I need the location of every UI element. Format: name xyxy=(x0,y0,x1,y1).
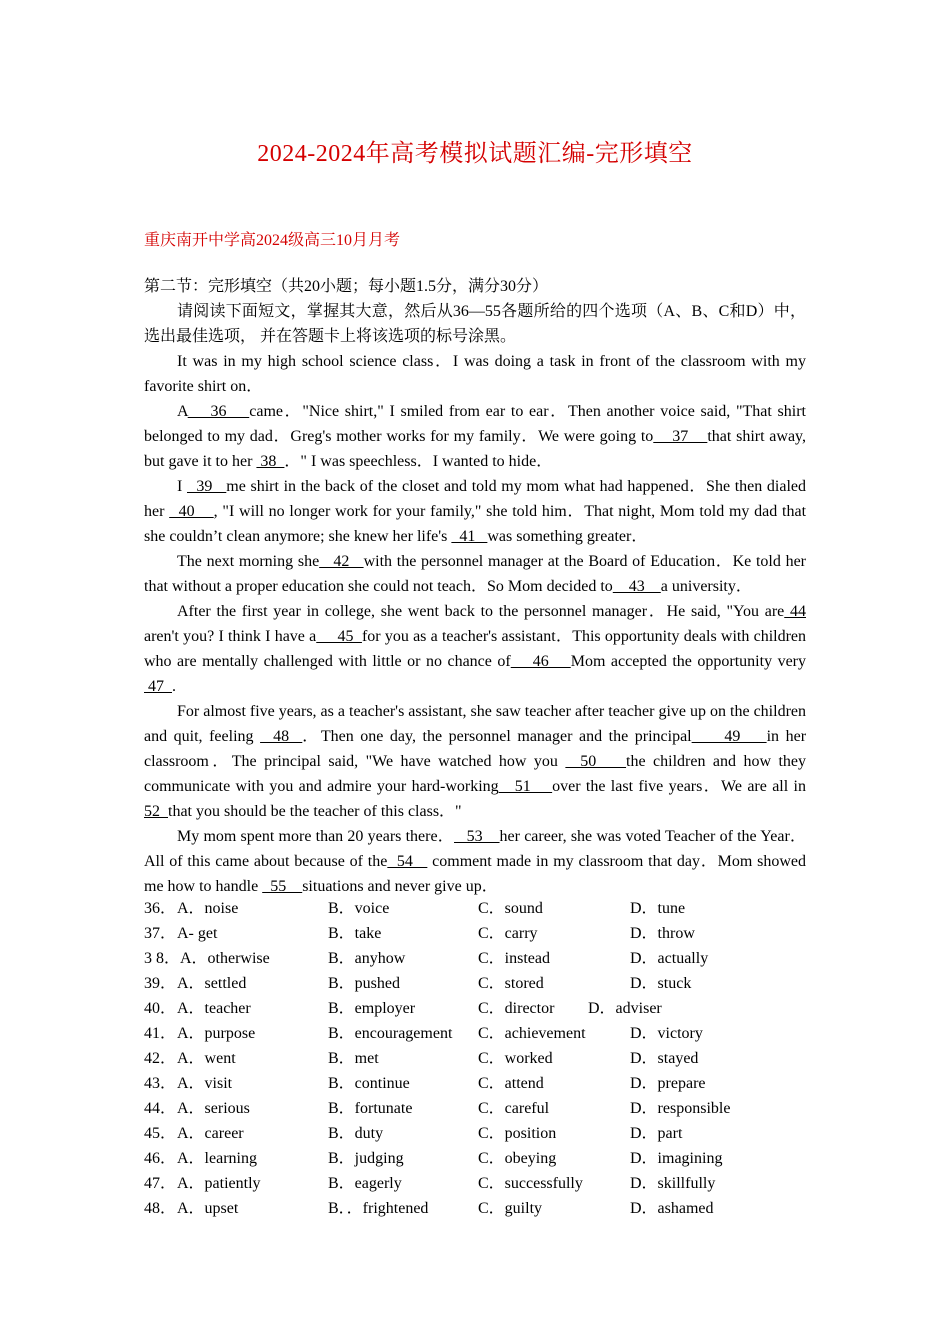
passage-paragraph-2 xyxy=(144,399,806,474)
text: the children and how they communicate with you and admire your hard-working xyxy=(144,753,806,795)
option-c: C．obeying xyxy=(478,1150,557,1167)
blank-45: 45 xyxy=(316,628,362,645)
option-b: B．fortunate xyxy=(328,1100,413,1117)
text: for you as a teacher's assistant．This opportunity deals with children who are mentally challenged with little or no chance of xyxy=(144,628,807,670)
option-a: A．settled xyxy=(177,975,247,992)
question-options-44 xyxy=(144,1096,806,1121)
question-number: 41． xyxy=(144,1025,177,1042)
text: A xyxy=(177,403,188,420)
option-b: B．pushed xyxy=(328,975,401,992)
option-c: C．worked xyxy=(478,1050,553,1067)
option-c: C．sound xyxy=(478,900,543,917)
blank-47: 47 xyxy=(144,678,172,695)
option-d: D．adviser xyxy=(588,1000,662,1017)
page-title: 2024-2024年高考模拟试题汇编-完形填空 xyxy=(257,141,693,167)
question-options-36 xyxy=(144,896,806,921)
text: The next morning she xyxy=(177,553,320,570)
text: Mom accepted the opportunity very xyxy=(570,653,807,670)
question-number: 45． xyxy=(144,1125,177,1142)
passage-paragraph-4 xyxy=(144,549,806,599)
text: ．" I was speechless．I wanted to hide． xyxy=(284,453,553,470)
text: My mom spent more than 20 years there． xyxy=(177,828,455,845)
option-a: A．went xyxy=(177,1050,236,1067)
question-number: 44． xyxy=(144,1100,177,1117)
text: with the personnel manager at the Board of Education．Ke told her that without a proper education she could not teach．So Mom decided to xyxy=(144,553,807,595)
blank-50: 50 xyxy=(565,753,627,770)
option-b: B．encouragement xyxy=(328,1025,453,1042)
text: over the last five years．We are all in xyxy=(552,778,806,795)
option-b: B．judging xyxy=(328,1150,404,1167)
text: in her classroom．The principal said, "We have watched how you xyxy=(144,728,807,770)
option-b: B．eagerly xyxy=(328,1175,402,1192)
option-b: B．met xyxy=(328,1050,379,1067)
text: , "I will no longer work for your family," she told him．That night, Mom told my dad that she couldn’t clean anymore; she knew her life's xyxy=(144,503,807,545)
option-a: A．patiently xyxy=(177,1175,261,1192)
text: comment made in my classroom that day．Mom showed me how to handle xyxy=(144,853,807,895)
blank-42: 42 xyxy=(319,553,364,570)
question-options-46 xyxy=(144,1146,806,1171)
text: For almost five years, as a teacher's assistant, she saw teacher after teacher give up on the children and quit, feeling xyxy=(144,703,806,745)
option-c: C．successfully xyxy=(478,1175,583,1192)
option-c: C．careful xyxy=(478,1100,550,1117)
question-options-39 xyxy=(144,971,806,996)
option-b: B．take xyxy=(328,925,382,942)
blank-38: 38 xyxy=(256,453,285,470)
option-b: B．voice xyxy=(328,900,390,917)
question-options-37 xyxy=(144,921,806,946)
option-a: A．serious xyxy=(177,1100,250,1117)
option-b: B．anyhow xyxy=(328,950,406,967)
instructions: 请阅读下面短文，掌握其大意，然后从36—55各题所给的四个选项（A、B、C和D）中，选出最佳选项， 并在答题卡上将该选项的标号涂黑。 xyxy=(144,303,806,345)
blank-51: 51 xyxy=(498,778,553,795)
option-c: C．guilty xyxy=(478,1200,543,1217)
text: was something greater． xyxy=(487,528,648,545)
option-c: C．director xyxy=(478,1000,555,1017)
passage-paragraph-1: It was in my high school science class．I was doing a task in front of the classroom with my favorite shirt on． xyxy=(144,353,806,395)
option-d: D．imagining xyxy=(630,1150,723,1167)
question-options-38 xyxy=(144,946,806,971)
passage-paragraph-7 xyxy=(144,824,806,899)
option-c: C．achievement xyxy=(478,1025,586,1042)
question-options-41 xyxy=(144,1021,806,1046)
question-number: 39． xyxy=(144,975,177,992)
exam-source: 重庆南开中学高2024级高三10月月考 xyxy=(144,232,401,249)
question-options-45 xyxy=(144,1121,806,1146)
question-number: 48． xyxy=(144,1200,177,1217)
cloze-section xyxy=(144,274,806,899)
blank-53: 53 xyxy=(454,828,500,845)
question-number: 46． xyxy=(144,1150,177,1167)
text: . xyxy=(172,678,176,695)
option-b: B．duty xyxy=(328,1125,384,1142)
blank-36: 36 xyxy=(187,403,250,420)
blank-41: 41 xyxy=(451,528,488,545)
text: After the first year in college, she went back to the personnel manager．He said, "You are xyxy=(177,603,785,620)
option-a: A．teacher xyxy=(177,1000,251,1017)
text: a university． xyxy=(660,578,752,595)
option-c: C．position xyxy=(478,1125,557,1142)
passage-paragraph-5 xyxy=(144,599,806,699)
option-d: D．skillfully xyxy=(630,1175,716,1192)
blank-46: 46 xyxy=(510,653,571,670)
option-d: D．prepare xyxy=(630,1075,706,1092)
question-number: 47． xyxy=(144,1175,177,1192)
blank-52: 52 xyxy=(144,803,168,820)
option-d: D．tune xyxy=(630,900,686,917)
question-number: 42． xyxy=(144,1050,177,1067)
blank-48: 48 xyxy=(260,728,303,745)
option-a: A．upset xyxy=(177,1200,239,1217)
option-b: B．continue xyxy=(328,1075,410,1092)
answer-options xyxy=(144,896,806,1221)
text: came．"Nice shirt," I smiled from ear to ear．Then another voice said, "That shirt belonged to my dad．Greg's mother works for my family．We were going to xyxy=(144,403,806,445)
option-c: C．carry xyxy=(478,925,538,942)
option-a: A．learning xyxy=(177,1150,257,1167)
question-options-48 xyxy=(144,1196,806,1221)
option-c: C．attend xyxy=(478,1075,544,1092)
text: aren't you? I think I have a xyxy=(144,628,317,645)
question-options-40 xyxy=(144,996,806,1021)
blank-49: 49 xyxy=(691,728,767,745)
blank-54: 54 xyxy=(387,853,428,870)
option-a: A- get xyxy=(177,925,218,942)
option-a: A．purpose xyxy=(177,1025,256,1042)
option-d: D．actually xyxy=(630,950,709,967)
text: I xyxy=(177,478,187,495)
blank-55: 55 xyxy=(262,878,303,895)
option-a: A．noise xyxy=(177,900,239,917)
blank-39: 39 xyxy=(187,478,227,495)
option-d: D．stayed xyxy=(630,1050,699,1067)
option-d: D．ashamed xyxy=(630,1200,714,1217)
question-options-43 xyxy=(144,1071,806,1096)
option-d: D．stuck xyxy=(630,975,692,992)
blank-37: 37 xyxy=(653,428,708,445)
option-b: B．．frightened xyxy=(328,1200,429,1217)
option-c: C．stored xyxy=(478,975,544,992)
passage-paragraph-3 xyxy=(144,474,806,549)
text: ．Then one day, the personnel manager and the principal xyxy=(302,728,692,745)
question-number: 3 8． xyxy=(144,950,181,967)
option-a: A．visit xyxy=(177,1075,233,1092)
passage-paragraph-6 xyxy=(144,699,806,824)
question-options-42 xyxy=(144,1046,806,1071)
blank-43: 43 xyxy=(612,578,661,595)
option-d: D．part xyxy=(630,1125,683,1142)
text: her career, she was voted Teacher of the Year．All of this came about because of the xyxy=(144,828,806,870)
text: situations and never give up． xyxy=(302,878,498,895)
option-b: B．employer xyxy=(328,1000,416,1017)
option-d: D．victory xyxy=(630,1025,703,1042)
blank-40: 40 xyxy=(169,503,214,520)
option-c: C．instead xyxy=(478,950,550,967)
text: that shirt away, but gave it to her xyxy=(144,428,807,470)
blank-44: 44 xyxy=(784,603,806,620)
question-number: 43． xyxy=(144,1075,177,1092)
text: me shirt in the back of the closet and told my mom what had happened．She then dialed her xyxy=(144,478,807,520)
option-d: D．responsible xyxy=(630,1100,731,1117)
question-number: 36． xyxy=(144,900,177,917)
option-a: A．career xyxy=(177,1125,244,1142)
option-d: D．throw xyxy=(630,925,695,942)
text: that you should be the teacher of this class．" xyxy=(168,803,462,820)
section-header: 第二节：完形填空（共20小题；每小题1.5分，满分30分） xyxy=(144,278,549,295)
question-options-47 xyxy=(144,1171,806,1196)
question-number: 40． xyxy=(144,1000,177,1017)
option-a: A．otherwise xyxy=(180,950,270,967)
question-number: 37． xyxy=(144,925,177,942)
